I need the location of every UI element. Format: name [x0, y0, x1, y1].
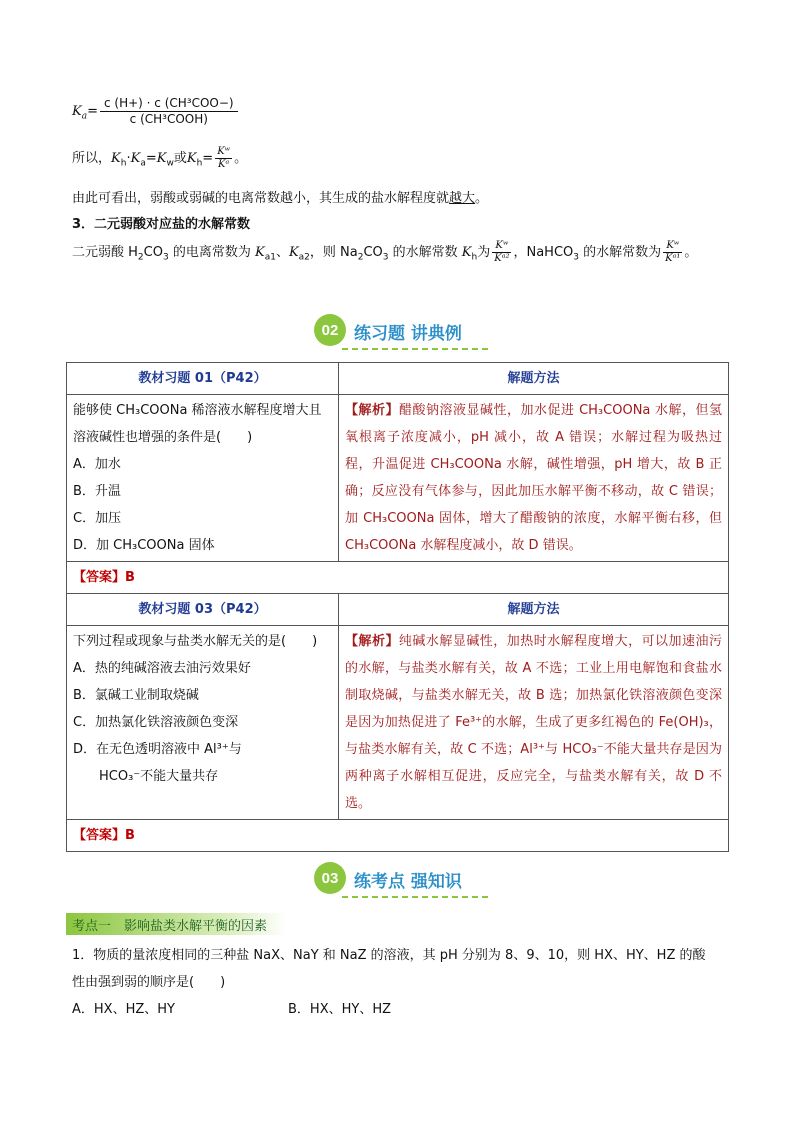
- option: HCO₃⁻不能大量共存: [99, 769, 219, 784]
- diprotic-line: 二元弱酸 $H_2CO_3$ 的电离常数为 $K_{a1}$、$K_{a2}$，则 $Na_2CO_3$ 的水解常数 $K_h$为 $\frac{\text{Kʷ}}{\text{Kᵃ²}}$ ，NaHCO$_3$ 的水解常数为 $\frac{\text{Kʷ}}{\text{Kᵃ¹}}$ 。: [72, 240, 698, 264]
- option: B．升温: [73, 484, 121, 499]
- section-number-badge: 03: [314, 862, 346, 894]
- conclusion-text: 由此可看出，弱酸或弱碱的电离常数越小，其生成的盐水解程度就越大。: [72, 191, 489, 206]
- section-title: 练考点 强知识: [354, 872, 462, 892]
- ka-formula: $K_a=$ $\frac{\text{c (H+) · c (CH³COO−)}}{\text{c (CH³COOH)}}$: [72, 96, 240, 127]
- option: B．氯碱工业制取烧碱: [73, 688, 199, 703]
- ex1-analysis: 【解析】醋酸钠溶液显碱性，加水促进 CH₃COONa 水解，但氢氧根离子浓度减小，pH 减小，故 A 错误；水解过程为吸热过程，升温促进 CH₃COONa 水解，碱性增强，pH 增大，故 B 正确；反应没有气体参与，因此加压水解平衡不移动，故 C 错误；加 CH₃COONa 固体，增大了醋酸钠的浓度，水解平衡右移，但 CH₃COONa 水解程度减小，故 D 错误。: [339, 395, 729, 562]
- section-number-badge: 02: [314, 314, 346, 346]
- ex1-header-right: 解题方法: [339, 363, 729, 395]
- ka-fraction: $\frac{\text{c (H+) · c (CH³COO−)}}{\text{c (CH³COOH)}}$: [100, 96, 238, 127]
- kh-ka-relation: 所以，$K_h\cdot K_a=K_w$或$K_h=$ $\frac{\text{Kʷ}}{\text{Kᵃ}}$ 。: [72, 146, 248, 170]
- ex3-analysis: 【解析】纯碱水解显碱性，加热时水解程度增大，可以加速油污的水解，与盐类水解有关，故 A 不选；工业上用电解饱和食盐水制取烧碱，与盐类水解无关，故 B 选；加热氯化铁溶液颜色变深是因为加热促进了 Fe³⁺的水解，生成了更多红褐色的 Fe(OH)₃，与盐类水解有关，故 C 不选；Al³⁺与 HCO₃⁻不能大量共存是因为两种离子水解相互促进，反应完全，与盐类水解有关，故 D 不选。: [339, 626, 729, 820]
- analysis-tag: 【解析】: [345, 634, 399, 649]
- kw-over-ka: $\frac{\text{Kʷ}}{\text{Kᵃ}}$: [217, 146, 231, 170]
- q1-option-b: B．HX、HY、HZ: [288, 1002, 391, 1017]
- option: D．加 CH₃COONa 固体: [73, 538, 215, 553]
- option: A．热的纯碱溶液去油污效果好: [73, 661, 251, 676]
- examples-table: [66, 362, 729, 852]
- section-title: 练习题 讲典例: [354, 324, 462, 344]
- ex3-header-right: 解题方法: [339, 594, 729, 626]
- q1-option-a: A．HX、HZ、HY: [72, 1002, 175, 1017]
- ex1-header-left: 教材习题 01（P42）: [67, 363, 339, 395]
- q1-line1: 1．物质的量浓度相同的三种盐 NaX、NaY 和 NaZ 的溶液，其 pH 分别为 8、9、10，则 HX、HY、HZ 的酸: [72, 948, 706, 963]
- ex3-question: 下列过程或现象与盐类水解无关的是( ) A．热的纯碱溶液去油污效果好 B．氯碱工业制取烧碱 C．加热氯化铁溶液颜色变深 D．在无色透明溶液中 Al³⁺与 HCO₃⁻不能大量共存: [67, 626, 339, 820]
- ex1-answer: 【答案】B: [67, 562, 729, 594]
- option: C．加压: [73, 511, 122, 526]
- kw-over-ka1: $\frac{\text{Kʷ}}{\text{Kᵃ¹}}$: [665, 240, 681, 264]
- option: C．加热氯化铁溶液颜色变深: [73, 715, 239, 730]
- option: D．在无色透明溶液中 Al³⁺与: [73, 742, 242, 757]
- kw-over-ka2: $\frac{\text{Kʷ}}{\text{Kᵃ²}}$: [494, 240, 510, 264]
- q1-line2: 性由强到弱的顺序是( ): [72, 975, 226, 990]
- ex3-answer: 【答案】B: [67, 820, 729, 852]
- ka-symbol: $K_a$: [72, 104, 88, 122]
- ex3-header-left: 教材习题 03（P42）: [67, 594, 339, 626]
- topic-label: 考点一 影响盐类水解平衡的因素: [72, 919, 268, 934]
- ex1-question: 能够使 CH₃COONa 稀溶液水解程度增大且 溶液碱性也增强的条件是( ) A．加水 B．升温 C．加压 D．加 CH₃COONa 固体: [67, 395, 339, 562]
- option: A．加水: [73, 457, 121, 472]
- analysis-tag: 【解析】: [345, 403, 399, 418]
- underlined-answer: 越大: [449, 191, 476, 206]
- dashed-underline: [342, 896, 488, 898]
- heading-3: 3．二元弱酸对应盐的水解常数: [72, 217, 251, 232]
- dashed-underline: [342, 348, 488, 350]
